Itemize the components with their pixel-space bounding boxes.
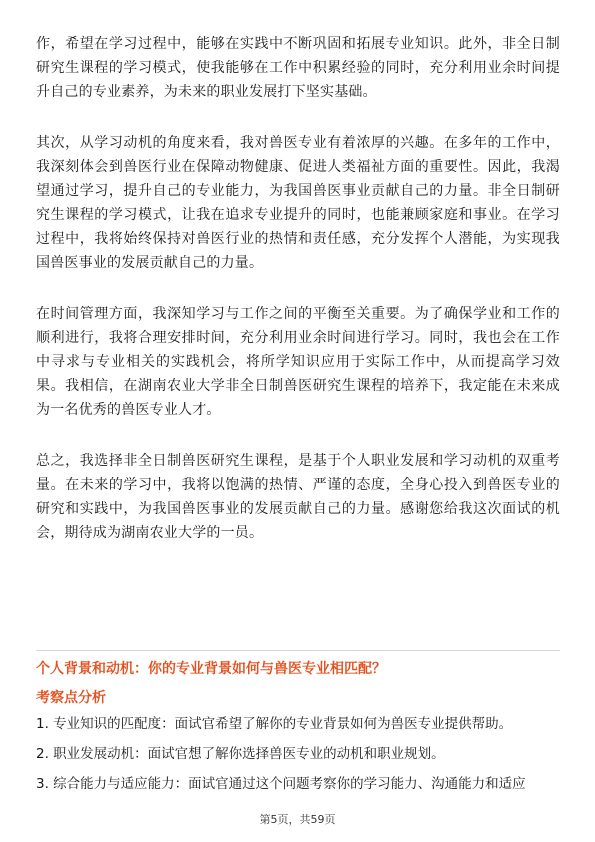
paragraph-2: 其次，从学习动机的角度来看，我对兽医专业有着浓厚的兴趣。在多年的工作中，我深刻体会到兽医行业在保障动物健康、促进人类福祉方面的重要性。因此，我渴望通过学习，提升自己的专业能力，为我国兽医事业贡献自己的力量。非全日制研究生课程的学习模式，让我在追求专业提升的同时，也能兼顾家庭和事业。在学习过程中，我将始终保持对兽医行业的热情和责任感，充分发挥个人潜能，为实现我国兽医事业的发展贡献自己的力量。 [36,135,560,271]
list-item: 3. 综合能力与适应能力：面试官通过这个问题考察你的学习能力、沟通能力和适应 [36,776,526,792]
list-item: 2. 职业发展动机：面试官想了解你选择兽医专业的动机和职业规划。 [36,746,445,762]
paragraph-1: 作，希望在学习过程中，能够在实践中不断巩固和拓展专业知识。此外，非全日制研究生课程的学习模式，使我能够在工作中积累经验的同时，充分利用业余时间提升自己的专业素养，为未来的职业发展打下坚实基础。 [36,36,560,100]
paragraph-spacer [36,275,560,302]
page-number: 第5页，共59页 [259,813,336,826]
body-text [36,32,560,545]
question-heading: 个人背景和动机：你的专业背景如何与兽医专业相匹配？ [36,661,386,677]
analysis-points-list [36,714,560,804]
paragraph-3: 在时间管理方面，我深知学习与工作之间的平衡至关重要。为了确保学业和工作的顺利进行，我将合理安排时间，充分利用业余时间进行学习。同时，我也会在工作中寻求与专业相关的实践机会，将所学知识应用于实际工作中，从而提高学习效果。我相信，在湖南农业大学非全日制兽医研究生课程的培养下，我定能在未来成为一名优秀的兽医专业人才。 [36,306,560,418]
paragraph-spacer [36,104,560,131]
analysis-heading: 考察点分析 [36,690,106,706]
paragraph-4: 总之，我选择非全日制兽医研究生课程，是基于个人职业发展和学习动机的双重考量。在未来的学习中，我将以饱满的热情、严谨的态度，全身心投入到兽医专业的研究和实践中，为我国兽医事业的发展贡献自己的力量。感谢您给我这次面试的机会，期待成为湖南农业大学的一员。 [36,453,560,541]
section-divider [36,650,560,651]
list-item: 1. 专业知识的匹配度：面试官希望了解你的专业背景如何为兽医专业提供帮助。 [36,716,513,732]
paragraph-spacer [36,422,560,449]
